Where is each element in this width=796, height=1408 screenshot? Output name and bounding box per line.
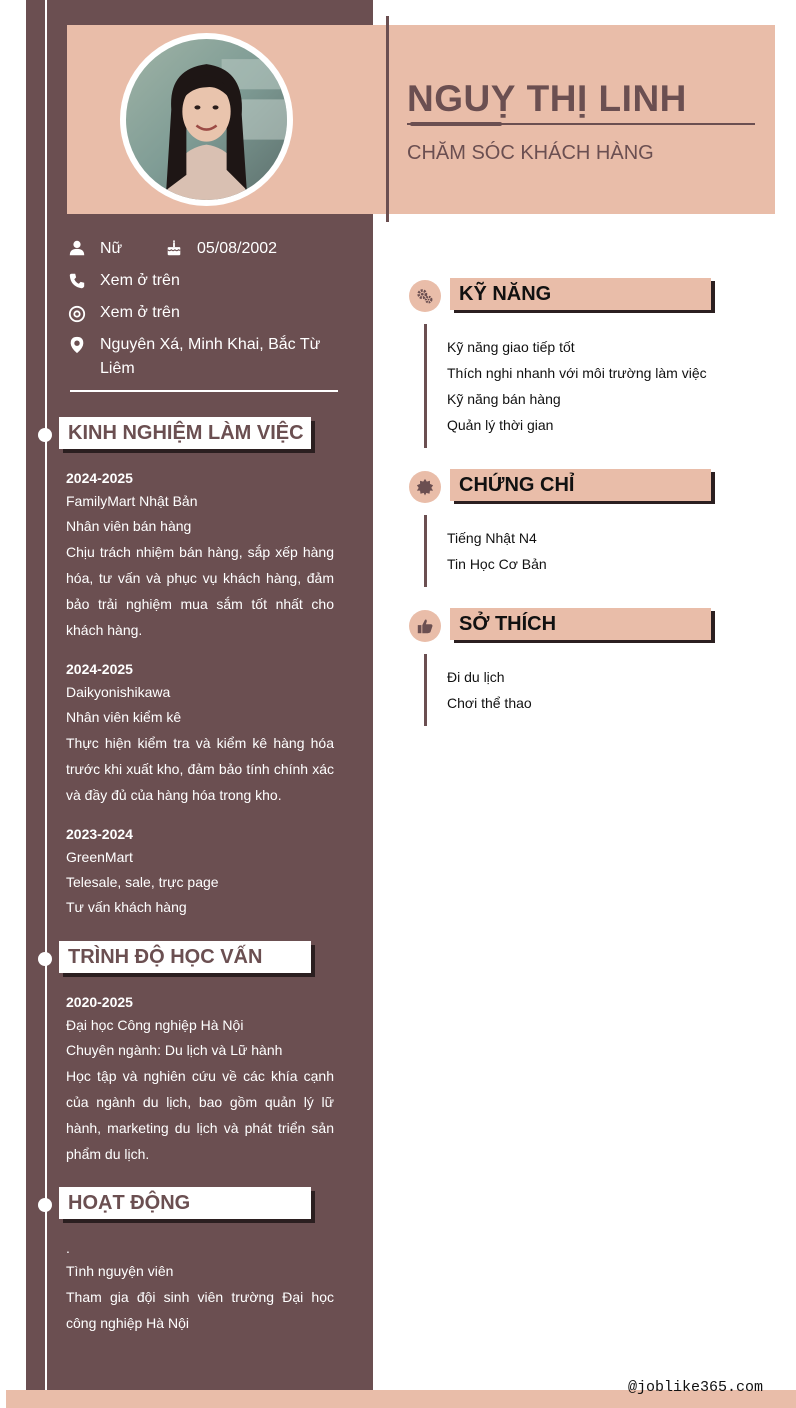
education-major: Chuyên ngành: Du lịch và Lữ hành [66, 1042, 283, 1058]
gears-icon [409, 280, 441, 312]
experience-company: Daikyonishikawa [66, 684, 171, 700]
experience-position: Nhân viên kiểm kê [66, 709, 182, 725]
experience-description: Chịu trách nhiệm bán hàng, sắp xếp hàng hóa, tư vấn và phục vụ khách hàng, đảm bảo trải nghiệm mua sắm tốt nhất cho khách hàng. [66, 544, 334, 638]
phone-value[interactable]: Xem ở trên [100, 272, 180, 289]
timeline-dot [38, 1198, 52, 1212]
name-underline-accent [410, 122, 502, 126]
list-item: Tiếng Nhật N4 [447, 530, 537, 546]
education-item [66, 991, 334, 1167]
list-item: Kỹ năng giao tiếp tốt [447, 339, 575, 355]
thumbs-up-icon [409, 610, 441, 642]
phone-icon [68, 272, 86, 290]
activities-heading: HOẠT ĐỘNG [59, 1187, 311, 1219]
badge-icon [409, 471, 441, 503]
hobbies-heading: SỞ THÍCH [450, 608, 711, 640]
list-item: Chơi thể thao [447, 695, 532, 711]
hobbies-list [447, 664, 532, 716]
info-divider [70, 390, 338, 392]
watermark: @joblike365.com [628, 1379, 764, 1396]
timeline-dot [38, 428, 52, 442]
address-value: Nguyên Xá, Minh Khai, Bắc Từ Liêm [100, 336, 321, 377]
certificates-rule [424, 515, 427, 587]
email-icon [68, 305, 86, 323]
education-description: Học tập và nghiên cứu về các khía cạnh của ngành du lịch, bao gồm quản lý lữ hành, marketing du lịch và phát triển sản phẩm du lịch. [66, 1068, 334, 1162]
candidate-name: NGUỴ THỊ LINH [407, 78, 687, 119]
experience-description: Thực hiện kiểm tra và kiểm kê hàng hóa trước khi xuất kho, đảm bảo tính chính xác và đầy đủ của hàng hóa trong kho. [66, 735, 334, 803]
activity-item [66, 1237, 334, 1336]
certificates-list [447, 525, 547, 577]
birthday-value: 05/08/2002 [197, 240, 278, 257]
skills-list [447, 334, 707, 438]
hobbies-rule [424, 654, 427, 726]
timeline-line [45, 0, 47, 1408]
skills-rule [424, 324, 427, 448]
certificates-heading: CHỨNG CHỈ [450, 469, 711, 501]
experience-company: GreenMart [66, 849, 133, 865]
cake-icon [165, 239, 183, 257]
location-pin-icon [68, 336, 86, 354]
list-item: Quản lý thời gian [447, 417, 554, 433]
activity-role: Tình nguyện viên [66, 1263, 174, 1279]
activity-description: Tham gia đội sinh viên trường Đại học công nghiệp Hà Nội [66, 1289, 334, 1331]
timeline-dot [38, 952, 52, 966]
education-period: 2020-2025 [66, 994, 133, 1010]
avatar [120, 33, 293, 206]
list-item: Tin Học Cơ Bản [447, 556, 547, 572]
experience-period: 2023-2024 [66, 826, 133, 842]
education-heading: TRÌNH ĐỘ HỌC VẤN [59, 941, 311, 973]
experience-period: 2024-2025 [66, 470, 133, 486]
experience-period: 2024-2025 [66, 661, 133, 677]
list-item: Thích nghi nhanh với môi trường làm việc [447, 365, 707, 381]
experience-item [66, 823, 334, 920]
activity-period: . [66, 1240, 70, 1256]
list-item: Kỹ năng bán hàng [447, 391, 561, 407]
experience-heading: KINH NGHIỆM LÀM VIỆC [59, 417, 311, 449]
education-school: Đại học Công nghiệp Hà Nội [66, 1017, 244, 1033]
experience-description: Tư vấn khách hàng [66, 899, 187, 915]
header-divider [386, 16, 389, 222]
experience-item [66, 467, 334, 643]
experience-company: FamilyMart Nhật Bản [66, 493, 198, 509]
skills-heading: KỸ NĂNG [450, 278, 711, 310]
experience-position: Nhân viên bán hàng [66, 518, 192, 534]
email-value[interactable]: Xem ở trên [100, 304, 180, 321]
job-title: CHĂM SÓC KHÁCH HÀNG [407, 142, 654, 164]
experience-item [66, 658, 334, 808]
list-item: Đi du lịch [447, 669, 505, 685]
profile-photo [126, 39, 287, 200]
gender-value: Nữ [100, 240, 123, 257]
person-icon [68, 239, 86, 257]
experience-position: Telesale, sale, trực page [66, 874, 219, 890]
